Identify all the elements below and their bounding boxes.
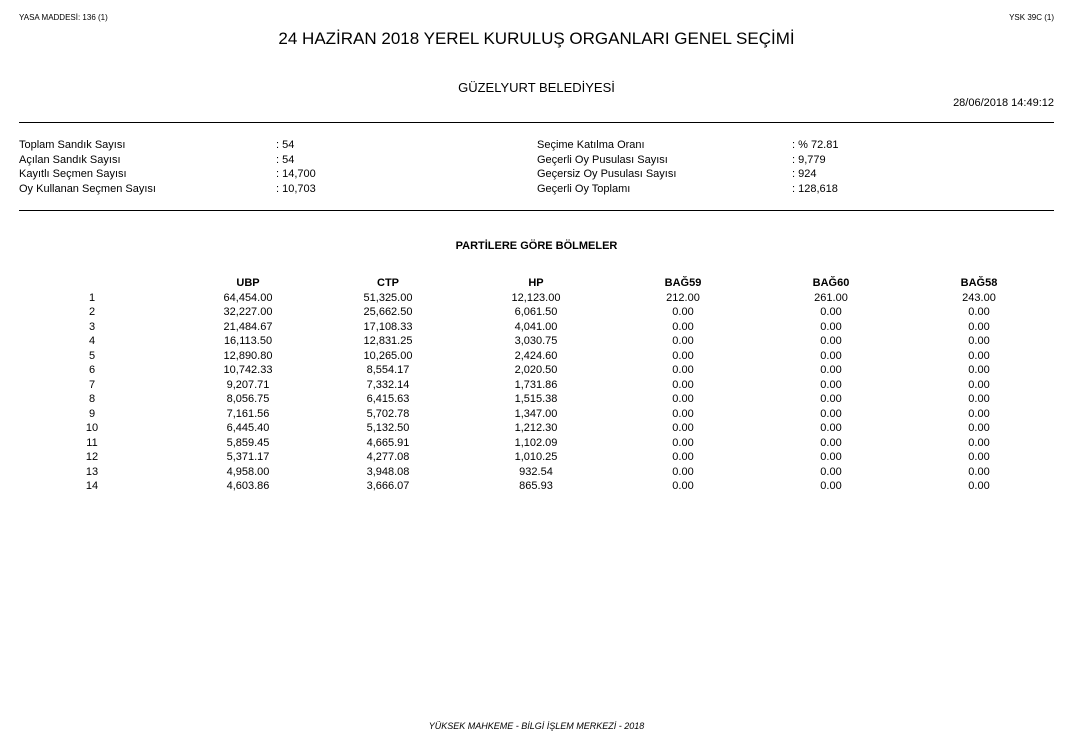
cell-value: 9,207.71: [226, 378, 270, 391]
municipality-title: GÜZELYURT BELEDİYESİ: [458, 80, 615, 95]
party-header: BAĞ58: [960, 277, 998, 289]
cell-value: 32,227.00: [223, 306, 273, 318]
cell-value: 865.93: [519, 480, 553, 492]
cell-value: 10,742.33: [223, 364, 273, 376]
party-header: UBP: [236, 277, 260, 289]
cell-value: 0.00: [672, 436, 694, 449]
info-label: Geçerli Oy Toplamı: [537, 182, 631, 195]
cell-value: 8,056.75: [226, 393, 270, 405]
cell-value: 8,554.17: [366, 364, 410, 376]
cell-value: 12,831.25: [363, 335, 413, 347]
party-column: [623, 276, 743, 494]
row-number: 12: [85, 451, 99, 463]
cell-value: 0.00: [672, 306, 694, 318]
cell-value: 0.00: [968, 320, 990, 333]
info-label: Geçersiz Oy Pusulası Sayısı: [537, 168, 677, 180]
info-value: : 54: [276, 139, 295, 151]
cell-value: 7,161.56: [226, 407, 270, 420]
cell-value: 3,948.08: [366, 465, 410, 478]
party-column: [919, 276, 1039, 494]
info-label: Seçime Katılma Oranı: [537, 139, 645, 151]
cell-value: 2,424.60: [514, 349, 558, 362]
section-title: PARTİLERE GÖRE BÖLMELER: [455, 240, 618, 252]
row-number: 9: [88, 407, 96, 420]
party-column: [476, 276, 596, 494]
info-label: Toplam Sandık Sayısı: [19, 139, 126, 151]
cell-value: 0.00: [968, 480, 990, 492]
cell-value: 0.00: [820, 480, 842, 492]
cell-value: 1,347.00: [514, 407, 558, 420]
cell-value: 0.00: [672, 335, 694, 347]
cell-value: 0.00: [820, 451, 842, 463]
cell-value: 0.00: [968, 436, 990, 449]
cell-value: 0.00: [820, 465, 842, 478]
cell-value: 0.00: [672, 364, 694, 376]
cell-value: 2,020.50: [514, 364, 558, 376]
cell-value: 212.00: [666, 291, 700, 304]
row-number-column: [62, 276, 122, 494]
row-number-header: [62, 276, 122, 291]
info-label: Geçerli Oy Pusulası Sayısı: [537, 153, 668, 166]
party-header: BAĞ60: [812, 277, 850, 289]
cell-value: 0.00: [672, 320, 694, 333]
row-number: 5: [88, 349, 96, 362]
cell-value: 7,332.14: [366, 378, 410, 391]
cell-value: 0.00: [820, 422, 842, 434]
info-value: : 9,779: [792, 153, 826, 166]
cell-value: 261.00: [814, 291, 848, 304]
cell-value: 0.00: [672, 349, 694, 362]
footer: YÜKSEK MAHKEME - BİLGİ İŞLEM MERKEZİ - 2018: [428, 721, 645, 731]
cell-value: 0.00: [968, 364, 990, 376]
cell-value: 4,665.91: [366, 436, 410, 449]
cell-value: 0.00: [820, 349, 842, 362]
info-label: Oy Kullanan Seçmen Sayısı: [19, 182, 156, 195]
cell-value: 0.00: [968, 451, 990, 463]
form-code: YSK 39C (1): [1009, 13, 1054, 22]
cell-value: 1,515.38: [514, 393, 558, 405]
cell-value: 6,061.50: [514, 306, 558, 318]
party-column: [771, 276, 891, 494]
cell-value: 0.00: [820, 407, 842, 420]
party-column: [328, 276, 448, 494]
cell-value: 0.00: [672, 378, 694, 391]
cell-value: 0.00: [968, 422, 990, 434]
cell-value: 5,371.17: [226, 451, 270, 463]
cell-value: 0.00: [968, 349, 990, 362]
row-number: 11: [86, 436, 98, 449]
cell-value: 25,662.50: [363, 306, 413, 318]
cell-value: 64,454.00: [223, 291, 273, 304]
cell-value: 0.00: [672, 451, 694, 463]
info-value: : 128,618: [792, 182, 838, 195]
cell-value: 0.00: [820, 320, 842, 333]
page-title: 24 HAZİRAN 2018 YEREL KURULUŞ ORGANLARI GENEL SEÇİMİ: [278, 29, 795, 48]
cell-value: 51,325.00: [363, 291, 413, 304]
cell-value: 4,277.08: [366, 451, 410, 463]
row-number: 7: [88, 378, 96, 391]
cell-value: 0.00: [820, 335, 842, 347]
cell-value: 0.00: [672, 465, 694, 478]
row-number: 6: [88, 364, 96, 376]
row-number: 2: [88, 306, 96, 318]
cell-value: 0.00: [672, 480, 694, 492]
cell-value: 0.00: [820, 393, 842, 405]
cell-value: 243.00: [962, 291, 996, 304]
cell-value: 12,123.00: [511, 291, 561, 304]
row-number: 3: [88, 320, 96, 333]
party-header: BAĞ59: [664, 277, 702, 289]
info-value: : 924: [792, 168, 817, 180]
info-value: : % 72.81: [792, 139, 839, 151]
cell-value: 1,212.30: [514, 422, 558, 434]
cell-value: 1,102.09: [514, 436, 558, 449]
row-number: 10: [85, 422, 99, 434]
info-label: Kayıtlı Seçmen Sayısı: [19, 168, 127, 180]
divider: [19, 210, 1054, 211]
row-number: 14: [85, 480, 99, 492]
cell-value: 12,890.80: [223, 349, 273, 362]
cell-value: 5,859.45: [226, 436, 270, 449]
cell-value: 1,731.86: [514, 378, 558, 391]
cell-value: 0.00: [820, 364, 842, 376]
cell-value: 0.00: [672, 393, 694, 405]
cell-value: 1,010.25: [514, 451, 558, 463]
cell-value: 0.00: [968, 407, 990, 420]
cell-value: 0.00: [968, 306, 990, 318]
cell-value: 3,030.75: [514, 335, 558, 347]
info-value: : 54: [276, 153, 295, 166]
cell-value: 4,958.00: [226, 465, 270, 478]
cell-value: 17,108.33: [363, 320, 413, 333]
party-header: HP: [528, 277, 544, 289]
cell-value: 3,666.07: [366, 480, 410, 492]
row-number: 13: [85, 465, 99, 478]
cell-value: 6,415.63: [366, 393, 410, 405]
cell-value: 0.00: [820, 378, 842, 391]
cell-value: 5,132.50: [366, 422, 410, 434]
report-datetime: 28/06/2018 14:49:12: [953, 97, 1054, 109]
row-number: 8: [88, 393, 96, 405]
cell-value: 16,113.50: [223, 335, 273, 347]
divider: [19, 122, 1054, 123]
info-label: Açılan Sandık Sayısı: [19, 153, 121, 166]
info-value: : 14,700: [276, 168, 316, 180]
party-header: CTP: [377, 277, 399, 289]
info-value: : 10,703: [276, 182, 316, 195]
cell-value: 6,445.40: [226, 422, 270, 434]
cell-value: 932.54: [519, 465, 553, 478]
cell-value: 4,603.86: [226, 480, 270, 492]
cell-value: 0.00: [968, 393, 990, 405]
row-number: 1: [88, 291, 96, 304]
cell-value: 0.00: [820, 436, 842, 449]
law-article: YASA MADDESİ: 136 (1): [19, 13, 108, 22]
cell-value: 0.00: [672, 407, 694, 420]
cell-value: 0.00: [968, 335, 990, 347]
cell-value: 10,265.00: [363, 349, 413, 362]
cell-value: 0.00: [820, 306, 842, 318]
row-number: 4: [88, 335, 96, 347]
cell-value: 5,702.78: [366, 407, 410, 420]
cell-value: 0.00: [672, 422, 694, 434]
cell-value: 0.00: [968, 378, 990, 391]
party-column: [188, 276, 308, 494]
cell-value: 4,041.00: [514, 320, 558, 333]
cell-value: 0.00: [968, 465, 990, 478]
cell-value: 21,484.67: [223, 320, 273, 333]
